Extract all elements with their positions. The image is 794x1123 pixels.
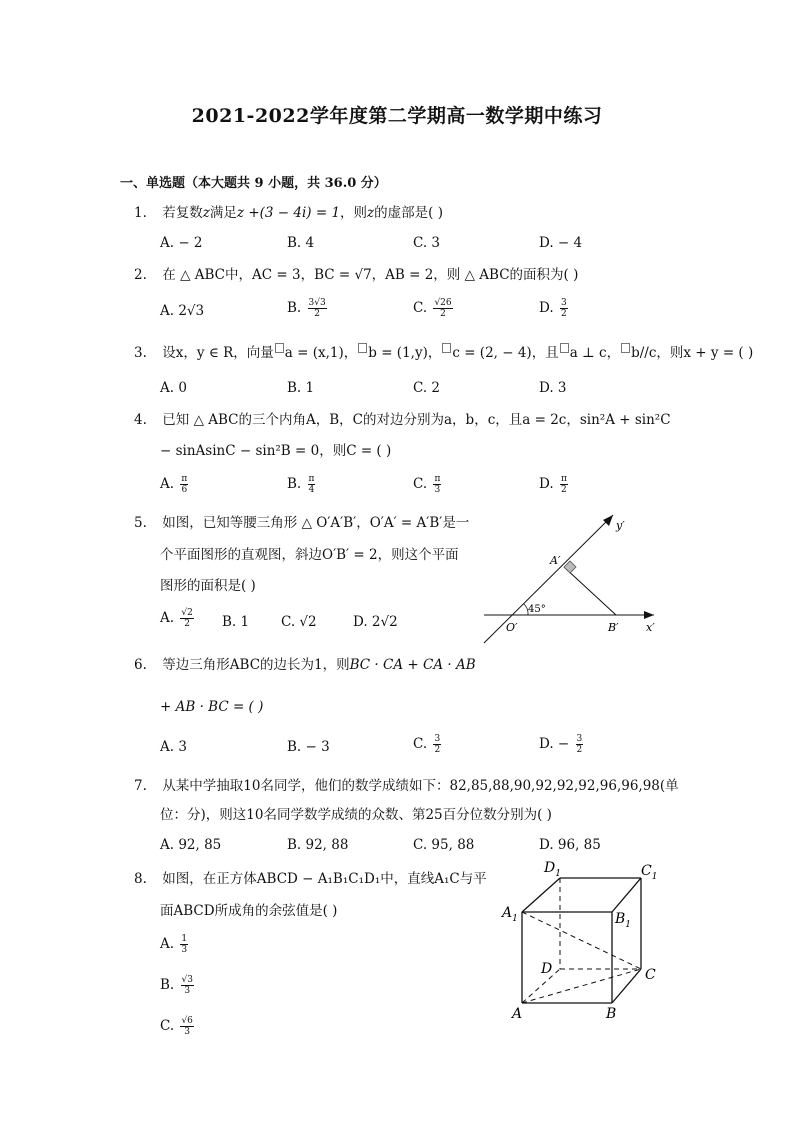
vector-placeholder-icon [560,343,569,353]
q4-option-b [287,474,317,495]
fraction [560,474,568,495]
q5-line-3: 图形的面积是( ) [160,578,256,594]
vector-placeholder-icon [442,343,451,353]
q3-text-a: 设x，y ∈ R，向量 [162,345,274,361]
edge-bc [612,969,641,1003]
label-c1: $C_1$ [641,863,658,882]
fraction [180,608,193,629]
denominator: 2 [576,745,583,755]
q1-var-z: z [202,205,210,221]
q6-option-c [413,734,443,755]
denominator: 2 [440,309,446,319]
q7-option-d: D. 96, 85 [539,837,601,853]
numerator: π [560,474,567,484]
option-label: C. [413,300,428,316]
denominator: 3 [184,1027,191,1037]
vector-placeholder-icon [275,343,284,353]
a-label: A′ [550,554,561,567]
option-label: A. [160,476,175,492]
vector-placeholder-icon [358,343,367,353]
q1-equation: z +(3 − 4i) = 1 [236,205,341,221]
question-1 [134,203,443,223]
y-label: y′ [616,519,625,532]
q2-option-a: A. 2√3 [160,303,205,319]
fraction [576,734,584,755]
label-b: B [606,1006,617,1022]
numerator: √2 [181,608,193,618]
question-number: 2. [134,267,147,283]
question-number: 3. [134,345,147,361]
section-heading: 一、单选题（本大题共 9 小题，共 36.0 分） [120,176,387,191]
q1-text-b: 满足 [209,205,237,221]
q3-option-c: C. 2 [413,380,441,396]
option-label: D. [539,476,554,492]
q2-option-d [539,298,570,319]
numerator: 3√3 [308,298,326,308]
label-b1: $B_1$ [615,911,632,930]
q4-line-2: − sinAsinC − sin²B = 0，则C = ( ) [160,443,392,459]
denominator: 2 [314,309,320,319]
numerator: 3 [434,734,441,744]
label-c: C [645,967,656,983]
q1-option-b: B. 4 [287,235,315,251]
numerator: π [434,474,441,484]
fraction [180,934,188,955]
denominator: 4 [308,485,315,495]
question-number: 8. [134,871,147,887]
q5-option-d: D. 2√2 [353,614,398,630]
question-4 [134,410,671,430]
question-number: 1. [134,205,147,221]
q3-option-a: A. 0 [160,380,187,396]
option-label: B. [287,476,302,492]
b-label: B′ [608,621,619,634]
q3-option-b: B. 1 [287,380,315,396]
question-5 [134,513,469,533]
fraction [180,1016,193,1037]
label-d1: $D_1$ [544,860,561,879]
q1-var-z2: z [367,205,375,221]
y-axis [484,515,613,643]
q5-line-2: 个平面图形的直观图，斜边O′B′ = 2，则这个平面 [160,547,459,563]
question-number: 6. [134,657,147,673]
q6-option-a: A. 3 [160,739,187,755]
angle-label: 45° [528,604,546,615]
fraction [308,298,327,319]
question-7 [134,776,679,796]
fraction [560,298,568,319]
option-label: C. [160,1018,175,1034]
q8-line-1: 如图，在正方体ABCD − A₁B₁C₁D₁中，直线A₁C与平 [162,871,487,887]
q1-text-c: ，则 [340,205,368,221]
q4-option-d [539,474,570,495]
q1-option-c: C. 3 [413,235,441,251]
page-title: 2021-2022学年度第二学期高一数学期中练习 [191,105,603,127]
q6-line-2: + AB · BC = ( ) [160,699,264,715]
question-number: 4. [134,412,147,428]
denominator: 3 [434,485,441,495]
y-axis-arrow-icon [603,515,613,526]
fraction [180,474,188,495]
vector-placeholder-icon [621,343,630,353]
question-2 [134,265,578,285]
q8-option-b [160,975,196,996]
denominator: 3 [181,945,188,955]
option-label: D. − [539,736,570,752]
denominator: 2 [560,309,567,319]
question-3 [134,343,753,363]
q6-line-1-a: 等边三角形ABC的边长为1，则 [162,657,350,673]
q5-option-c: C. √2 [281,614,317,630]
q7-option-c: C. 95, 88 [413,837,475,853]
denominator: 6 [181,485,188,495]
numerator: π [308,474,315,484]
q7-option-a: A. 92, 85 [160,837,222,853]
question-6 [134,655,476,675]
x-axis-arrow-icon [644,611,654,619]
numerator: √6 [181,1016,193,1026]
q8-option-c [160,1016,196,1037]
numerator: 3 [560,298,567,308]
segment-ab [564,567,616,615]
q5-option-a [160,608,196,629]
label-d: D [541,961,553,977]
numerator: π [181,474,188,484]
option-label: B. [287,300,302,316]
q7-option-b: B. 92, 88 [287,837,349,853]
q8-cube-figure [498,855,668,1025]
question-8 [134,869,487,889]
q2-option-c [413,298,455,319]
q1-option-a: A. − 2 [160,235,203,251]
o-label: O′ [506,621,518,634]
q4-option-a [160,474,190,495]
q3-option-d: D. 3 [539,380,567,396]
numerator: 3 [576,734,583,744]
option-label: A. [160,610,175,626]
q5-figure [476,505,666,650]
q6-option-d [539,734,585,755]
q3-c-eq: c = (2, − 4)，且 [452,345,559,361]
option-label: D. [539,300,554,316]
option-label: A. [160,936,175,952]
fraction [433,734,441,755]
q3-a-eq: a = (x,1)， [284,345,358,361]
question-number: 5. [134,515,147,531]
numerator: √3 [181,975,193,985]
q5-option-b: B. 1 [222,614,250,630]
q8-option-a [160,934,190,955]
denominator: 2 [434,745,441,755]
q2-text: 在 △ ABC中，AC = 3，BC = √7，AB = 2，则 △ ABC的面积为( ) [162,267,579,283]
right-angle-mark [564,561,576,573]
option-label: C. [413,476,428,492]
q5-line-1: 如图，已知等腰三角形 △ O′A′B′，O′A′ = A′B′是一 [162,515,470,531]
fraction [181,975,194,996]
label-a1: $A_1$ [502,905,518,924]
edge-a1d1 [522,878,560,912]
option-label: C. [413,736,428,752]
q8-line-2: 面ABCD所成角的余弦值是( ) [160,903,338,919]
q7-line-2: 位：分)，则这10名同学数学成绩的众数、第25百分位数分别为( ) [160,807,552,823]
x-label: x′ [646,621,655,634]
q7-line-1: 从某中学抽取10名同学，他们的数学成绩如下：82,85,88,90,92,92,92,96,96,98(单 [162,778,679,794]
q1-option-d: D. − 4 [539,235,583,251]
diagonal-ac [522,969,641,1003]
q3-b-eq: b = (1,y)， [368,345,442,361]
q6-option-b: B. − 3 [287,739,330,755]
numerator: √26 [434,298,452,308]
q1-text-a: 若复数 [162,205,203,221]
q6-vector-expression: BC · CA + CA · AB [349,657,476,673]
q1-text-d: 的虚部是( ) [374,205,443,221]
denominator: 2 [184,619,190,629]
numerator: 1 [181,934,188,944]
denominator: 3 [184,986,191,996]
question-number: 7. [134,778,147,794]
fraction [433,474,441,495]
fraction [308,474,316,495]
option-label: B. [160,977,175,993]
label-a: A [512,1006,523,1022]
q4-option-c [413,474,443,495]
denominator: 2 [561,485,567,495]
q3-perp: a ⊥ c， [569,345,621,361]
q2-option-b [287,298,329,319]
q4-line-1: 已知 △ ABC的三个内角A，B，C的对边分别为a，b，c，且a = 2c，sin²A + sin²C [162,412,671,428]
q3-par: b//c，则x + y = ( ) [631,345,754,361]
edge-b1c1 [612,878,641,912]
fraction [433,298,452,319]
